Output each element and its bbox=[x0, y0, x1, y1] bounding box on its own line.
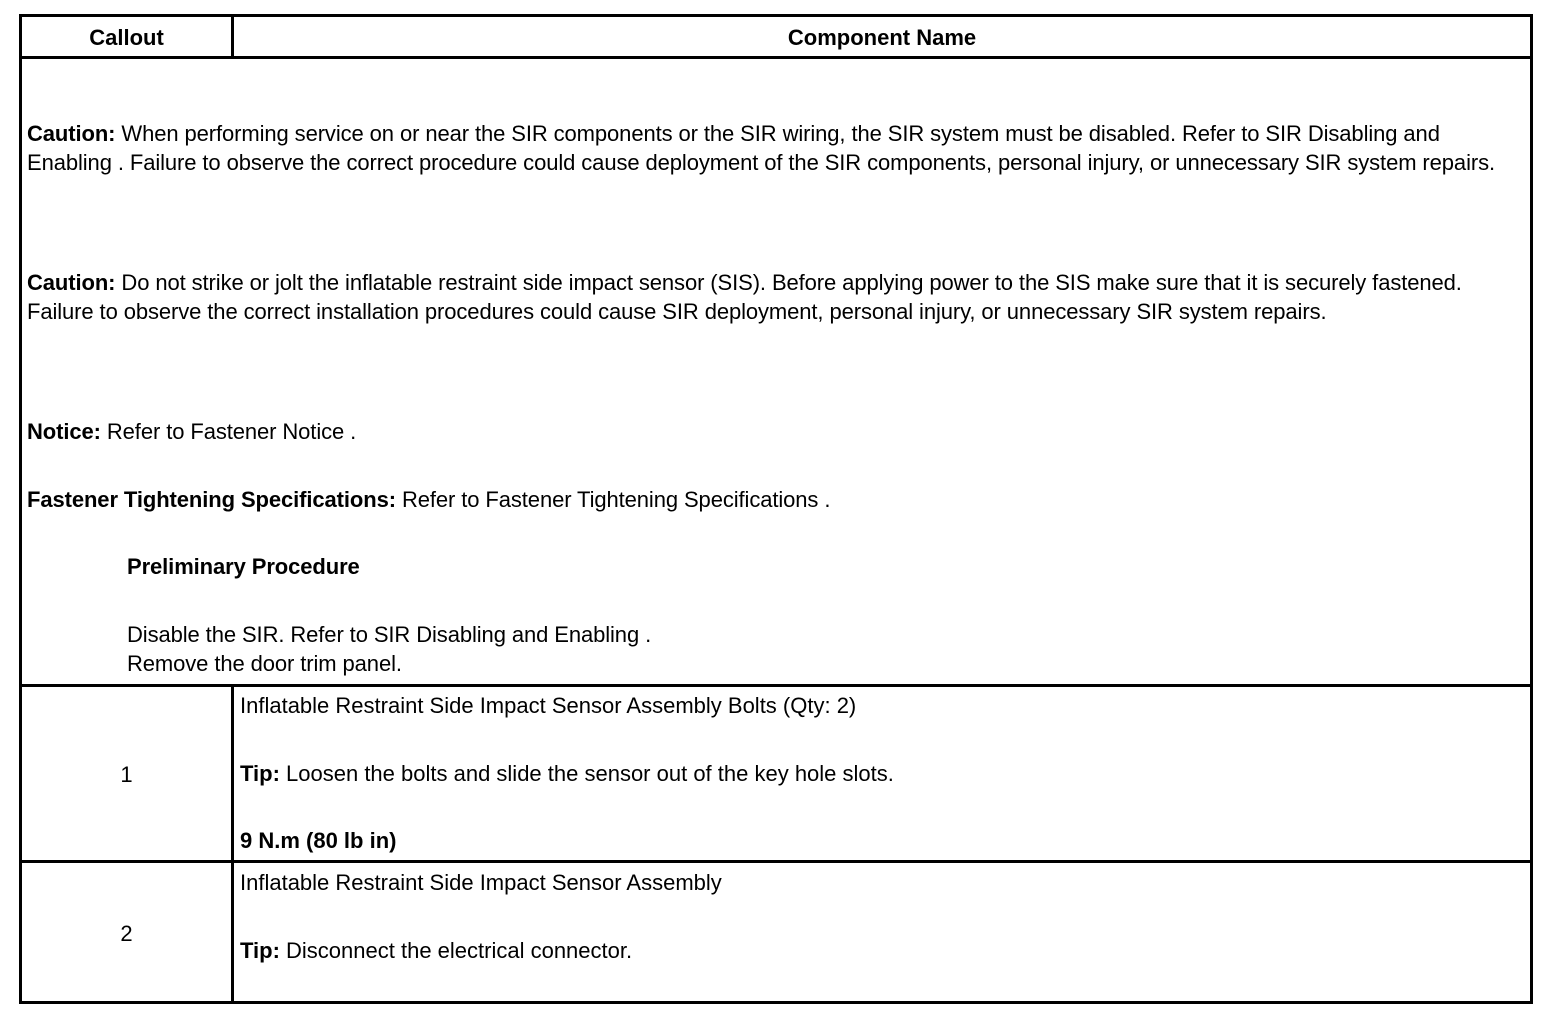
tip-text: Loosen the bolts and slide the sensor out of the key hole slots. bbox=[279, 761, 894, 786]
fastener-spec-paragraph bbox=[27, 485, 1512, 514]
caution-text: Do not strike or jolt the inflatable restraint side impact sensor (SIS). Before applying power to the SIS make sure that it is securely fastened. Failure to observe the correct installation procedures could cause SIR deployment, personal injury, or unnecessary SIR system repairs. bbox=[27, 270, 1462, 324]
table-row bbox=[22, 687, 1530, 863]
callout-number: 1 bbox=[120, 762, 133, 787]
torque-spec: 9 N.m (80 lb in) bbox=[240, 828, 397, 853]
fastener-spec-text: Refer to Fastener Tightening Specifications . bbox=[395, 487, 831, 512]
tip-text: Disconnect the electrical connector. bbox=[279, 938, 633, 963]
tip-label: Tip: bbox=[240, 761, 280, 786]
caution-label: Caution: bbox=[27, 270, 116, 295]
component-name-column-header: Component Name bbox=[787, 25, 977, 50]
component-tip bbox=[240, 759, 1520, 788]
caution-paragraph-1 bbox=[27, 119, 1512, 177]
notice-paragraph bbox=[27, 417, 1512, 446]
preamble-row bbox=[22, 59, 1530, 687]
preliminary-step: Disable the SIR. Refer to SIR Disabling and Enabling . bbox=[127, 622, 652, 647]
callout-number: 2 bbox=[120, 921, 133, 946]
notice-text: Refer to Fastener Notice . bbox=[100, 419, 357, 444]
fastener-spec-label: Fastener Tightening Specifications: bbox=[27, 487, 396, 512]
caution-label: Caution: bbox=[27, 121, 116, 146]
callout-column-header: Callout bbox=[89, 25, 164, 50]
table-header-row bbox=[22, 17, 1530, 59]
procedure-table bbox=[19, 14, 1533, 1004]
preliminary-procedure-heading: Preliminary Procedure bbox=[127, 554, 360, 579]
preliminary-step: Remove the door trim panel. bbox=[127, 651, 402, 676]
column-divider bbox=[231, 687, 234, 860]
column-divider bbox=[231, 863, 234, 1001]
component-tip bbox=[240, 936, 1520, 965]
caution-text: When performing service on or near the SIR components or the SIR wiring, the SIR system must be disabled. Refer to SIR Disabling and Enabling . Failure to observe the correct procedure could cause deployment of the SIR components, personal injury, or unnecessary SIR system repairs. bbox=[27, 121, 1495, 175]
table-row bbox=[22, 863, 1530, 1001]
tip-label: Tip: bbox=[240, 938, 280, 963]
caution-paragraph-2 bbox=[27, 268, 1512, 326]
component-name: Inflatable Restraint Side Impact Sensor Assembly Bolts (Qty: 2) bbox=[240, 693, 857, 718]
notice-label: Notice: bbox=[27, 419, 101, 444]
component-name: Inflatable Restraint Side Impact Sensor Assembly bbox=[240, 870, 722, 895]
